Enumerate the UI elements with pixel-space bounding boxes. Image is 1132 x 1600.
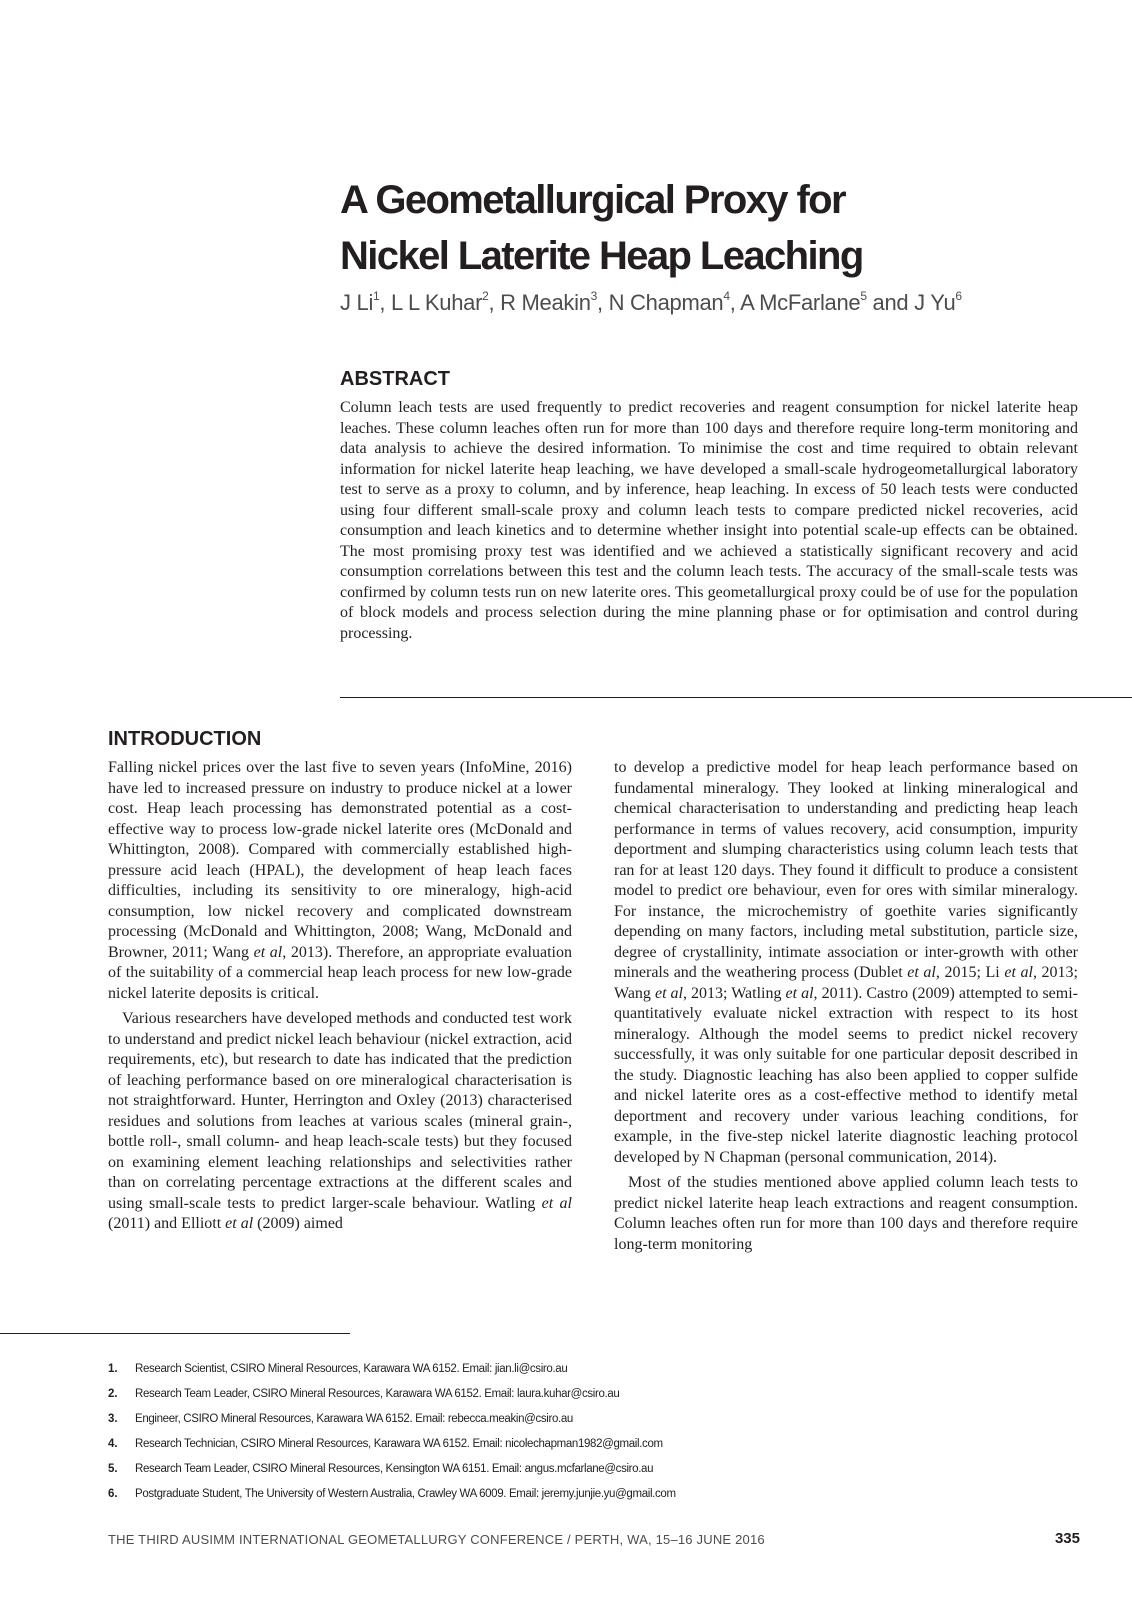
intro-paragraph-3: to develop a predictive model for heap leach performance based on fundamental mineralogy. They looked at linking mineralogical and chemical characterisation to understanding and predicting heap leach performance in terms of values recovery, acid consumption, impurity deportment and slumping characteristics using column leach tests that ran for at least 120 days. They found it difficult to produce a consistent model to predict ore behaviour, even for ores with similar mineralogy. For instance, the microchemistry of goethite varies significantly depending on many factors, including metal substitution, particle size, degree of crystallinity, intimate association or inter-growth with other minerals and the weathering process (Dublet et al, 2015; Li et al, 2013; Wang et al, 2013; Watling et al, 2011). Castro (2009) attempted to semi-quantitatively evaluate nickel extraction with respect to its host mineralogy. Although the model seems to predict nickel recovery successfully, it was only suitable for one particular deposit described in the study. Diagnostic leaching has also been applied to copper sulfide and nickel laterite ores as a cost-effective method to identify metal deportment and recovery under various leaching conditions, for example, in the five-step nickel laterite diagnostic leaching protocol developed by N Chapman (personal communication, 2014). <box>614 759 1078 1166</box>
author-list: J Li$^1$, L L Kuhar$^2$, R Meakin$^3$, N Chapman$^4$, A McFarlane$^5$ and J Yu$^6$ <box>340 289 962 315</box>
footnote-number: 5. <box>108 1462 118 1475</box>
title-line-1: A Geometallurgical Proxy for <box>340 178 845 222</box>
intro-paragraph-2: Various researchers have developed methods and conducted test work to understand and predict nickel leach behaviour (nickel extraction, acid requirements, etc), but research to date has indicated that the prediction of leaching performance based on ore mineralogical characterisation is not straightforward. Hunter, Herrington and Oxley (2013) characterised residues and solutions from leaches at various scales (mineral grain-, bottle roll-, small column- and heap leach-scale tests) but they focused on examining element leaching relationships and selectivities rather than on correlating percentage extractions at the different scales and using small-scale tests to predict larger-scale behaviour. Watling et al (2011) and Elliott et al (2009) aimed <box>108 1010 572 1232</box>
italic-run: et al <box>785 984 814 1002</box>
footnote-number: 4. <box>108 1437 118 1450</box>
italic-run: et al <box>654 984 683 1002</box>
title-line-2: Nickel Laterite Heap Leaching <box>340 234 863 278</box>
author-name: R Meakin <box>500 290 591 315</box>
intro-paragraph-1: Falling nickel prices over the last five to seven years (InfoMine, 2016) have led to increased pressure on industry to produce nickel at a lower cost. Heap leach processing has demonstrated potential as a cost-effective way to process low-grade nickel laterite ores (McDonald and Whittington, 2008). Compared with commercially established high-pressure acid leach (HPAL), the development of heap leach faces difficulties, including its sensitivity to ore mineralogy, high-acid consumption, low nickel recovery and complicated downstream processing (McDonald and Whittington, 2008; Wang, McDonald and Browner, 2011; Wang et al, 2013). Therefore, an appropriate evaluation of the suitability of a commercial heap leach process for new low-grade nickel laterite deposits is critical. <box>108 759 572 1002</box>
author-affiliation-number: 5 <box>860 289 867 303</box>
author-affiliation-number: 1 <box>373 289 380 303</box>
italic-run: et al <box>907 964 936 981</box>
footnote-item <box>108 1356 1008 1381</box>
footnote-text: Postgraduate Student, The University of Western Australia, Crawley WA 6009. Email: jeremy.junjie.yu@gmail.com <box>135 1487 676 1500</box>
author-affiliation-number: 2 <box>482 289 489 303</box>
italic-run: et al <box>225 1215 254 1232</box>
author-name: J Yu <box>914 290 956 315</box>
author-affiliation-number: 6 <box>955 289 962 303</box>
author-name: L L Kuhar <box>391 290 483 315</box>
footnote-list <box>108 1356 1008 1506</box>
running-footer: THE THIRD AUSIMM INTERNATIONAL GEOMETALLURGY CONFERENCE / PERTH, WA, 15–16 JUNE 2016 <box>108 1532 765 1547</box>
footnote-text: Research Team Leader, CSIRO Mineral Resources, Kensington WA 6151. Email: angus.mcfarlane@csiro.au <box>135 1462 654 1475</box>
footnote-number: 2. <box>108 1387 118 1400</box>
author-affiliation-number: 4 <box>723 289 730 303</box>
page-number: 335 <box>1054 1530 1080 1547</box>
footnote-text: Research Technician, CSIRO Mineral Resources, Karawara WA 6152. Email: nicolechapman1982@gmail.com <box>135 1437 663 1450</box>
abstract-heading: ABSTRACT <box>340 368 450 390</box>
paper-title <box>340 172 1100 284</box>
left-column <box>108 758 572 1240</box>
abstract-text: Column leach tests are used frequently to predict recoveries and reagent consumption for nickel laterite heap leaches. These column leaches often run for more than 100 days and therefore require long-term monitoring and data analysis to achieve the desired information. To minimise the cost and time required to obtain relevant information for nickel laterite heap leaching, we have developed a small-scale hydrogeometallurgical laboratory test to serve as a proxy to column, and by inference, heap leaching. In excess of 50 leach tests were conducted using four different small-scale proxy and column leach tests to compare predicted nickel recoveries, acid consumption and leach kinetics and to determine whether insight into potential scale-up effects can be obtained. The most promising proxy test was identified and we achieved a statistically significant recovery and acid consumption correlations between this test and the column leach tests. The accuracy of the small-scale tests was confirmed by column tests run on new laterite ores. This geometallurgical proxy could be of use for the population of block models and process selection during the mine planning phase or for optimisation and control during processing. <box>340 399 1078 642</box>
footnote-number: 6. <box>108 1487 118 1500</box>
author-name: N Chapman <box>608 290 724 315</box>
italic-run: et al <box>541 1194 572 1212</box>
footnote-number: 3. <box>108 1412 118 1425</box>
footnote-text: Research Team Leader, CSIRO Mineral Resources, Karawara WA 6152. Email: laura.kuhar@csiro.au <box>135 1387 620 1400</box>
author-affiliation-number: 3 <box>590 289 598 303</box>
footnote-text: Research Scientist, CSIRO Mineral Resources, Karawara WA 6152. Email: jian.li@csiro.au <box>135 1362 568 1375</box>
footnote-item <box>108 1381 1008 1406</box>
intro-paragraph-4: Most of the studies mentioned above applied column leach tests to predict nickel laterite heap leach extractions and reagent consumption. Column leaches often run for more than 100 days and therefore require long-term monitoring <box>614 1174 1078 1253</box>
introduction-heading: INTRODUCTION <box>108 728 262 750</box>
author-name: J Li <box>340 290 374 315</box>
italic-run: et al <box>253 943 283 961</box>
italic-run: et al <box>1004 964 1033 981</box>
author-name: A McFarlane <box>740 290 861 315</box>
right-column <box>614 758 1078 1260</box>
footnote-item <box>108 1406 1008 1431</box>
footnote-divider <box>0 1333 350 1334</box>
abstract-divider <box>340 697 1132 698</box>
footnote-item <box>108 1431 1008 1456</box>
footnote-number: 1. <box>108 1362 118 1375</box>
footnote-text: Engineer, CSIRO Mineral Resources, Karawara WA 6152. Email: rebecca.meakin@csiro.au <box>135 1412 573 1425</box>
footnote-item <box>108 1481 1008 1506</box>
footnote-item <box>108 1456 1008 1481</box>
